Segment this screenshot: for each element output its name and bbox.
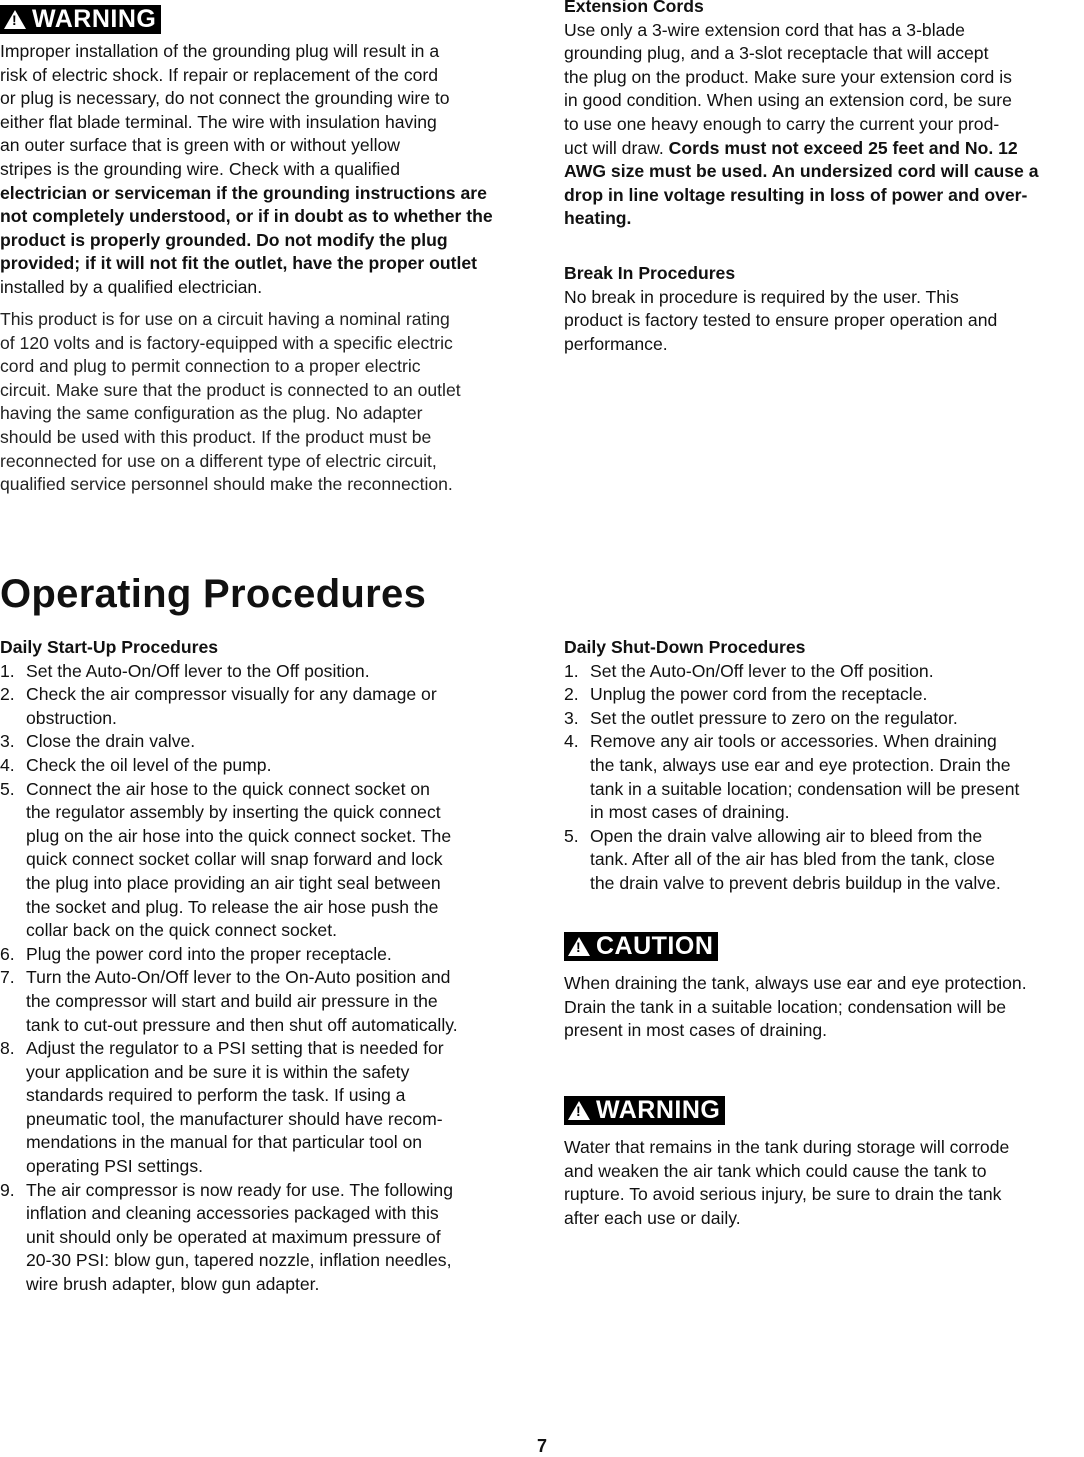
break-in-text: No break in procedure is required by the user. This product is factory tested to ensure proper operation and performance.: [564, 286, 998, 354]
list-item: [564, 660, 1084, 684]
item-number: 3.: [0, 731, 15, 752]
warning-label-2: [564, 1096, 725, 1125]
warning-triangle-icon: [4, 10, 26, 29]
item-text: Set the outlet pressure to zero on the regulator.: [590, 707, 958, 728]
caution-label: [564, 932, 718, 961]
list-item: [0, 730, 540, 754]
extension-cords-section: [564, 0, 1084, 231]
item-text: The air compressor is now ready for use. The following inflation and cleaning accessories packaged with this unit should only be operated at maximum pressure of 20-30 PSI: blow gun, tapered nozzle, inflation needles, wire brush adapter, blow gun adapter.: [26, 1179, 454, 1295]
item-number: 5.: [0, 778, 15, 799]
list-item: [0, 683, 540, 730]
item-text: Turn the Auto-On/Off lever to the On-Auto position and the compressor will start and build air pressure in the tank to cut-out pressure and then shut off automatically.: [26, 967, 458, 1035]
item-text: Close the drain valve.: [26, 731, 196, 752]
break-in-title: Break In Procedures: [564, 263, 736, 283]
circuit-paragraph: This product is for use on a circuit having a nominal rating of 120 volts and is factory-equipped with a specific electric cord and plug to permit connection to a proper electric circuit. Make sure that the product is connected to an outlet having the same configuration as the plug. No adapter should be used with this product. If the product must be reconnected for use on a different type of electric circuit, qualified service personnel should make the reconnection.: [0, 309, 461, 495]
item-number: 1.: [0, 660, 15, 681]
item-text: Unplug the power cord from the receptacle.: [590, 684, 928, 705]
item-number: 6.: [0, 943, 15, 964]
item-number: 2.: [0, 684, 15, 705]
startup-title: Daily Start-Up Procedures: [0, 637, 219, 657]
item-number: 4.: [0, 754, 15, 775]
page-title: Operating Procedures: [0, 572, 427, 616]
startup-section: [0, 636, 540, 1297]
break-in-section: [564, 262, 1084, 356]
warning-text-part: Improper installation of the grounding plug will result in a risk of electric shock. If repair or replacement of the cord or plug is necessary, do not connect the grounding wire to either flat blade terminal. The wire with insulation having an outer surface that is green with or without yellow stripes is the grounding wire. Check with a qualified: [0, 41, 450, 179]
item-text: Check the oil level of the pump.: [26, 754, 272, 775]
warning-triangle-icon: [568, 937, 590, 956]
list-item: [0, 778, 540, 943]
item-text: Adjust the regulator to a PSI setting that is needed for your application and be sure it is within the safety standards required to perform the task. If using a pneumatic tool, the manufacturer should have recom- mendations in the manual for that particular tool on operating PSI settings.: [26, 1038, 444, 1177]
item-text: Plug the power cord into the proper receptacle.: [26, 943, 392, 964]
list-item: [0, 966, 540, 1037]
startup-list: [0, 660, 540, 1297]
item-number: 3.: [564, 707, 579, 728]
storage-warning-text: Water that remains in the tank during storage will corrode and weaken the air tank which could cause the tank to rupture. To avoid serious injury, be sure to drain the tank after each use or daily.: [564, 1137, 1010, 1228]
item-number: 7.: [0, 967, 15, 988]
item-number: 2.: [564, 684, 579, 705]
item-number: 9.: [0, 1179, 15, 1200]
item-text: Open the drain valve allowing air to bleed from the tank. After all of the air has bled from the tank, close the drain valve to prevent debris buildup in the valve.: [590, 825, 1001, 893]
extension-cords-title: Extension Cords: [564, 0, 704, 16]
item-number: 1.: [564, 660, 579, 681]
list-item: [0, 943, 540, 967]
list-item: [564, 730, 1084, 824]
shutdown-section: [564, 636, 1084, 896]
list-item: [0, 754, 540, 778]
list-item: [0, 1037, 540, 1179]
list-item: [564, 707, 1084, 731]
item-text: Remove any air tools or accessories. When draining the tank, always use ear and eye protection. Drain the tank in a suitable location; condensation will be present in most cases of draining.: [590, 731, 1020, 823]
warning-triangle-icon: [568, 1101, 590, 1120]
page-number: 7: [537, 1436, 548, 1456]
extension-cords-text-emphasis: Cords must not exceed 25 feet and No. 12 AWG size must be used. An undersized cord will cause a drop in line voltage resulting in loss of power and over- heating.: [564, 137, 1039, 229]
extension-cords-text: Use only a 3-wire extension cord that has a 3-blade grounding plug, and a 3-slot receptacle that will accept the plug on the product. Make sure your extension cord is in good condition. When using an extension cord, be sure to use one heavy enough to carry the current your prod- uct will draw.: [564, 19, 1012, 158]
grounding-warning-text: [0, 40, 535, 300]
list-item: [564, 825, 1084, 896]
item-text: Check the air compressor visually for any damage or obstruction.: [26, 684, 437, 728]
item-text: Set the Auto-On/Off lever to the Off position.: [26, 660, 370, 681]
warning-label-text: WARNING: [596, 1096, 721, 1124]
list-item: [564, 683, 1084, 707]
item-text: Connect the air hose to the quick connect socket on the regulator assembly by inserting the quick connect plug on the air hose into the quick connect socket. The quick connect socket collar will snap forward and lock the plug into place providing an air tight seal between the socket and plug. To release the air hose push the collar back on the quick connect socket.: [26, 778, 452, 941]
shutdown-list: [564, 660, 1084, 896]
warning-text-part: installed by a qualified electrician.: [0, 276, 263, 297]
warning-label: [0, 5, 161, 34]
list-item: [0, 660, 540, 684]
warning-text-bold: electrician or serviceman if the grounding instructions are not completely understood, or if in doubt as to whether the product is properly grounded. Do not modify the plug provided; if it will not fit the outlet, have the proper outlet: [0, 182, 493, 274]
caution-text: When draining the tank, always use ear and eye protection. Drain the tank in a suitable location; condensation will be present in most cases of draining.: [564, 973, 1027, 1041]
warning-label-text: WARNING: [32, 5, 157, 33]
item-text: Set the Auto-On/Off lever to the Off position.: [590, 660, 934, 681]
shutdown-title: Daily Shut-Down Procedures: [564, 637, 806, 657]
caution-label-text: CAUTION: [596, 932, 714, 960]
list-item: [0, 1179, 540, 1297]
item-number: 8.: [0, 1038, 15, 1059]
item-number: 5.: [564, 825, 579, 846]
item-number: 4.: [564, 731, 579, 752]
